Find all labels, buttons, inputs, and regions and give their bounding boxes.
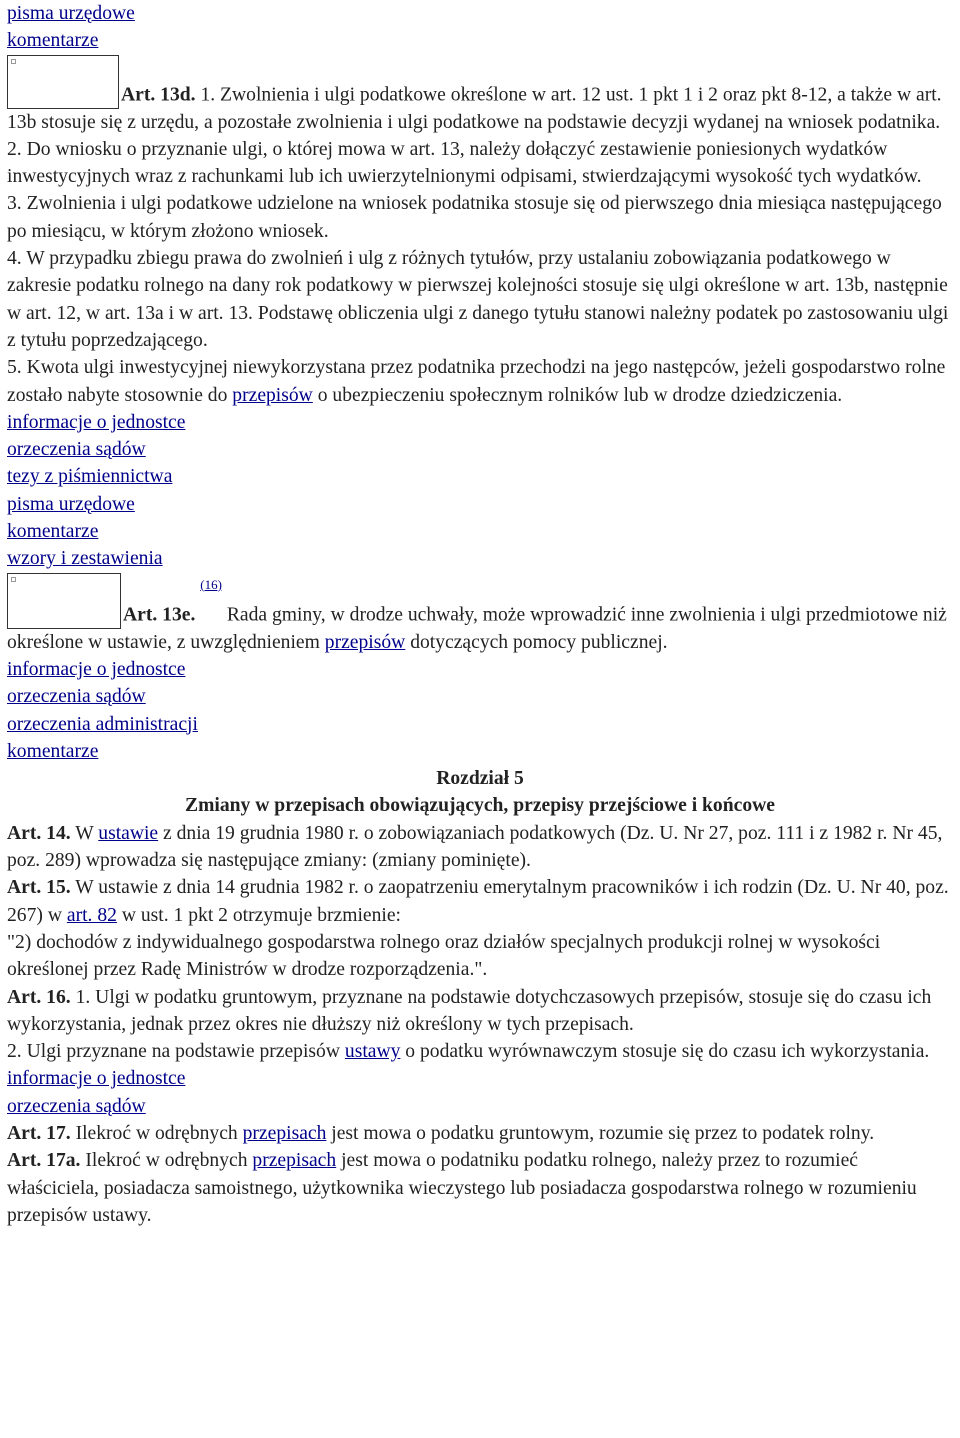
article-image-icon[interactable] [7,573,121,629]
footnote-link[interactable]: (16) [200,576,222,592]
link-komentarze[interactable]: komentarze [7,521,99,543]
art-13d-paragraph-4: 4. W przypadku zbiegu prawa do zwolnień i ulg z różnych tytułów, przy ustalaniu zobowiązania podatkowego w zakresie podatku rolnego na dany rok podatkowy w pierwszej kolejności stosuje się ulgi określone w art. 13b, następnie w art. 12, w art. 13a i w art. 13. Podstawę obliczenia ulgi z danego tytułu stanowi należny podatek po zastosowaniu ulgi z tytułu poprzedzającego. [7,248,949,351]
article-image-icon[interactable] [7,55,119,109]
art-15-text-b: w ust. 1 pkt 2 otrzymuje brzmienie: [116,904,401,926]
link-orzeczenia-sadow[interactable]: orzeczenia sądów [7,439,146,461]
art-16-title: Art. 16. [7,986,71,1008]
link-informacje-o-jednostce[interactable]: informacje o jednostce [7,658,186,680]
art-13d-paragraph-2: 2. Do wniosku o przyznanie ulgi, o której mowa w art. 13, należy dołączyć zestawienie poniesionych wydatków inwestycyjnych wraz z rachunkami lub ich uwierzytelnionymi odpisami, stwierdzającymi wysokość tych wydatków. [7,138,922,188]
art-16-text-2b: o podatku wyrównawczym stosuje się do czasu ich wykorzystania. [400,1041,930,1063]
art-13d-paragraph-1 [7,55,953,136]
link-przepisow[interactable]: przepisów [232,384,313,406]
chapter-title: Zmiany w przepisach obowiązujących, przepisy przejściowe i końcowe [185,795,775,817]
art-13e-text-b: dotyczących pomocy publicznej. [405,631,668,653]
link-przepisow[interactable]: przepisów [324,631,406,653]
link-informacje-o-jednostce[interactable]: informacje o jednostce [7,1068,186,1090]
art-16-paragraph-2 [7,1038,953,1065]
art-17a-text-b: jest mowa o podatniku podatku rolnego, należy przez to rozumieć właściciela, posiadacza samoistnego, użytkownika wieczystego lub posiadacza gospodarstwa rolnego w rozumieniu przepisów ustawy. [7,1150,917,1226]
art-13e-text-a: Rada gminy, w drodze uchwały, może wprowadzić inne zwolnienia i ulgi przedmiotowe niż określone w ustawie, z uwzględnieniem [7,604,947,653]
link-komentarze[interactable]: komentarze [7,740,99,762]
link-art-82[interactable]: art. 82 [66,904,117,926]
link-pisma-urzedowe[interactable]: pisma urzędowe [7,3,135,24]
link-ustawie[interactable]: ustawie [98,822,159,844]
art-15-text-a: W ustawie z dnia 14 grudnia 1982 r. o zaopatrzeniu emerytalnym pracowników i ich rodzin (Dz. U. Nr 40, poz. 267) w [7,877,949,926]
art-17-title: Art. 17. [7,1122,71,1144]
art-13e-title: Art. 13e. [123,604,196,626]
link-orzeczenia-administracji[interactable]: orzeczenia administracji [7,713,198,735]
art-16-paragraph-1 [7,984,953,1039]
art-17-text-a: Ilekroć w odrębnych [70,1122,243,1144]
art-15-paragraph [7,874,953,929]
art-17-paragraph [7,1120,953,1147]
art-13d-text-5a: 5. Kwota ulgi inwestycyjnej niewykorzystana przez podatnika przechodzi na jego następców, jeżeli gospodarstwo rolne zostało nabyte stosownie do [7,357,946,406]
link-przepisach[interactable]: przepisach [242,1122,327,1144]
art-14-paragraph [7,820,953,875]
link-przepisach[interactable]: przepisach [252,1150,337,1172]
art-14-text-a: W [70,822,99,844]
art-13d-text-5b: o ubezpieczeniu społecznym rolników lub w drodze dziedziczenia. [312,384,843,406]
art-13d-text-1: 1. Zwolnienia i ulgi podatkowe określone w art. 12 ust. 1 pkt 1 i 2 oraz pkt 8-12, a także w art. 13b stosuje się z urzędu, a pozostałe zwolnienia i ulgi podatkowe na podstawie decyzji wydanej na wniosek podatnika. [7,84,942,133]
link-informacje-o-jednostce[interactable]: informacje o jednostce [7,411,186,433]
art-14-title: Art. 14. [7,822,71,844]
art-17a-paragraph [7,1147,953,1229]
art-17a-text-a: Ilekroć w odrębnych [80,1150,253,1172]
art-16-text-1: 1. Ulgi w podatku gruntowym, przyznane na podstawie dotychczasowych przepisów, stosuje się do czasu ich wykorzystania, jednak przez okres nie dłuższy niż określony w tych przepisach. [7,986,932,1035]
link-ustawy[interactable]: ustawy [344,1041,401,1063]
art-13e-paragraph [7,573,953,656]
art-13d-title: Art. 13d. [121,84,196,106]
art-13d-paragraph-5 [7,354,953,409]
art-15-quote: "2) dochodów z indywidualnego gospodarstwa rolnego oraz działów specjalnych produkcji rolnej w wysokości określonej przez Radę Ministrów w drodze rozporządzenia.". [7,931,881,981]
link-tezy-z-pismiennictwa[interactable]: tezy z piśmiennictwa [7,466,173,488]
art-14-text-b: z dnia 19 grudnia 1980 r. o zobowiązaniach podatkowych (Dz. U. Nr 27, poz. 111 i z 1982 r. Nr 45, poz. 289) wprowadza się następujące zmiany: (zmiany pominięte). [7,822,943,872]
link-wzory-i-zestawienia[interactable]: wzory i zestawienia [7,548,163,570]
link-komentarze[interactable]: komentarze [7,30,99,52]
link-orzeczenia-sadow[interactable]: orzeczenia sądów [7,1095,146,1117]
link-pisma-urzedowe[interactable]: pisma urzędowe [7,493,135,515]
chapter-number: Rozdział 5 [436,768,524,790]
art-17-text-b: jest mowa o podatku gruntowym, rozumie się przez to podatek rolny. [326,1122,875,1144]
art-13d-paragraph-3: 3. Zwolnienia i ulgi podatkowe udzielone na wniosek podatnika stosuje się od pierwszego dnia miesiąca następującego po miesiącu, w którym złożono wniosek. [7,193,942,242]
art-16-text-2a: 2. Ulgi przyznane na podstawie przepisów [7,1041,345,1063]
link-orzeczenia-sadow[interactable]: orzeczenia sądów [7,686,146,708]
art-15-title: Art. 15. [7,877,71,899]
art-17a-title: Art. 17a. [7,1150,81,1172]
